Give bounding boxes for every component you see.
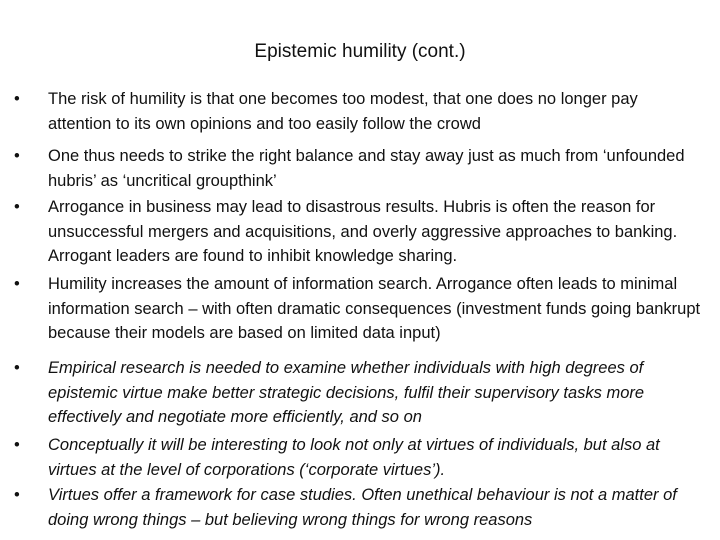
bullet-item: [14, 356, 704, 430]
bullet-dot: •: [14, 486, 20, 504]
bullet-dot: •: [14, 359, 20, 377]
bullet-dot: •: [14, 436, 20, 454]
bullet-text: The risk of humility is that one becomes too modest, that one does no longer pay attention to its own opinions and too easily follow the crowd: [48, 90, 638, 133]
bullet-dot: •: [14, 147, 20, 165]
bullet-text: Empirical research is needed to examine whether individuals with high degrees of epistemic virtue make better strategic decisions, fulfil their supervisory tasks more effectively and negotiate more efficiently, and so on: [48, 359, 645, 426]
bullet-item: [14, 483, 704, 532]
bullet-item: [14, 433, 704, 482]
bullet-text: One thus needs to strike the right balance and stay away just as much from ‘unfounded hubris’ as ‘uncritical groupthink’: [48, 147, 685, 190]
bullet-item: [14, 87, 704, 136]
bullet-dot: •: [14, 90, 20, 108]
bullet-item: [14, 144, 704, 193]
bullet-dot: •: [14, 198, 20, 216]
bullet-item: [14, 195, 704, 269]
bullet-text: Virtues offer a framework for case studies. Often unethical behaviour is not a matter of doing wrong things – but believing wrong things for wrong reasons: [48, 486, 677, 529]
bullet-dot: •: [14, 275, 20, 293]
bullet-item: [14, 272, 704, 346]
slide-title: Epistemic humility (cont.): [254, 41, 466, 62]
bullet-text: Humility increases the amount of information search. Arrogance often leads to minimal information search – with often dramatic consequences (investment funds going bankrupt because their models are based on limited data input): [48, 275, 701, 342]
bullet-text: Conceptually it will be interesting to look not only at virtues of individuals, but also at virtues at the level of corporations (‘corporate virtues’).: [48, 436, 660, 479]
bullet-text: Arrogance in business may lead to disastrous results. Hubris is often the reason for unsuccessful mergers and acquisitions, and overly aggressive approaches to banking. Arrogant leaders are found to inhibit knowledge sharing.: [48, 198, 678, 265]
